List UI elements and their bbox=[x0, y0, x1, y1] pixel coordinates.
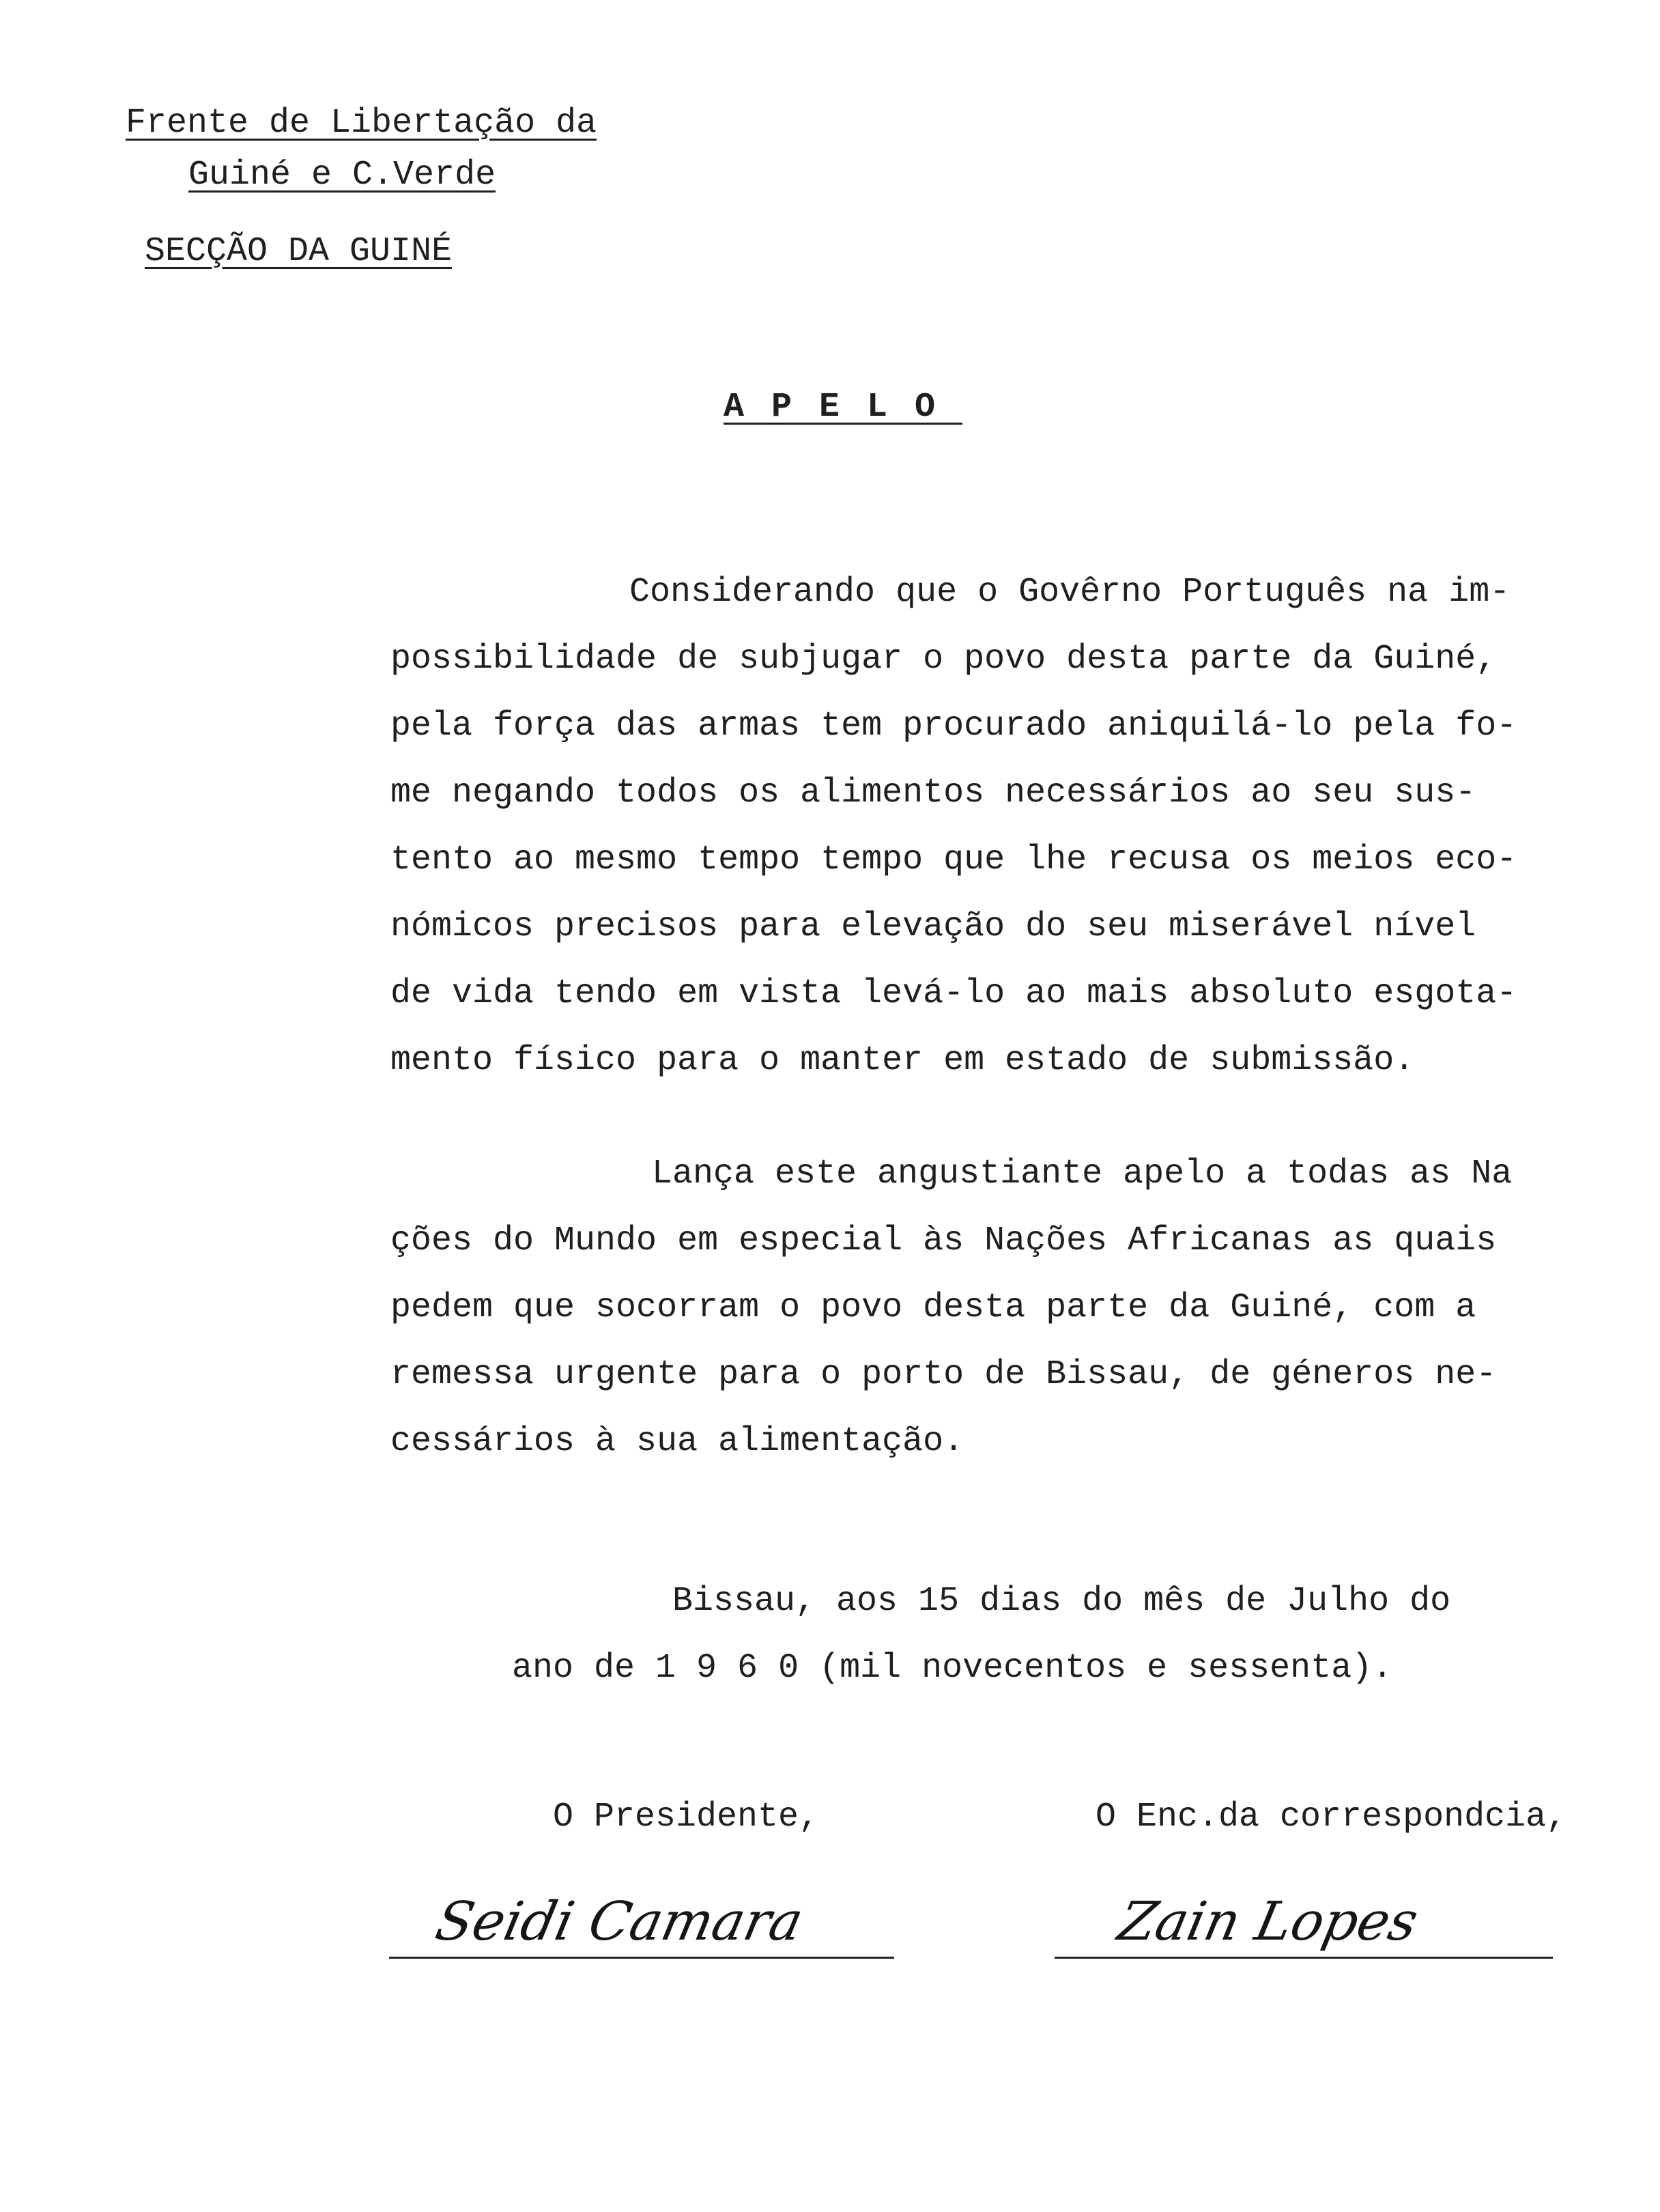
paragraph-line: me negando todos os alimentos necessários ao seu sus- bbox=[390, 774, 1476, 812]
document-title: APELO bbox=[724, 388, 963, 427]
signature-line-right bbox=[1055, 1957, 1553, 1959]
paragraph-line: tento ao mesmo tempo tempo que lhe recusa os meios eco- bbox=[390, 840, 1517, 879]
paragraph-line: mento físico para o manter em estado de submissão. bbox=[390, 1041, 1415, 1080]
paragraph-line: cessários à sua alimentação. bbox=[390, 1422, 964, 1461]
paragraph-line: Lança este angustiante apelo a todas as Na bbox=[652, 1154, 1513, 1193]
section-heading: SECÇÃO DA GUINÉ bbox=[145, 232, 453, 271]
paragraph-line: nómicos precisos para elevação do seu miserável nível bbox=[390, 907, 1476, 946]
org-name-line1: Frente de Libertação da bbox=[126, 104, 597, 143]
dateline-line: Bissau, aos 15 dias do mês de Julho do bbox=[672, 1582, 1451, 1621]
paragraph-line: pedem que socorram o povo desta parte da Guiné, com a bbox=[390, 1288, 1476, 1327]
signature-line-left bbox=[389, 1957, 894, 1959]
paragraph-line: possibilidade de subjugar o povo desta parte da Guiné, bbox=[390, 640, 1497, 679]
paragraph-line: Considerando que o Govêrno Português na im- bbox=[629, 573, 1511, 612]
paragraph-line: de vida tendo em vista levá-lo ao mais absoluto esgota- bbox=[390, 974, 1517, 1013]
correspondent-title: O Enc.da correspondcia, bbox=[1096, 1798, 1567, 1837]
paragraph-line: remessa urgente para o porto de Bissau, de géneros ne- bbox=[390, 1355, 1497, 1394]
paragraph-line: ções do Mundo em especial às Nações Africanas as quais bbox=[390, 1221, 1497, 1260]
president-signature: Seidi Camara bbox=[430, 1891, 809, 1953]
org-name-line2: Guiné e C.Verde bbox=[188, 156, 496, 195]
dateline-line: ano de 1 9 6 0 (mil novecentos e sessenta). bbox=[512, 1649, 1393, 1688]
correspondent-signature: Zain Lopes bbox=[1113, 1891, 1424, 1953]
president-title: O Presidente, bbox=[553, 1798, 820, 1837]
paragraph-line: pela força das armas tem procurado aniquilá-lo pela fo- bbox=[390, 707, 1517, 746]
